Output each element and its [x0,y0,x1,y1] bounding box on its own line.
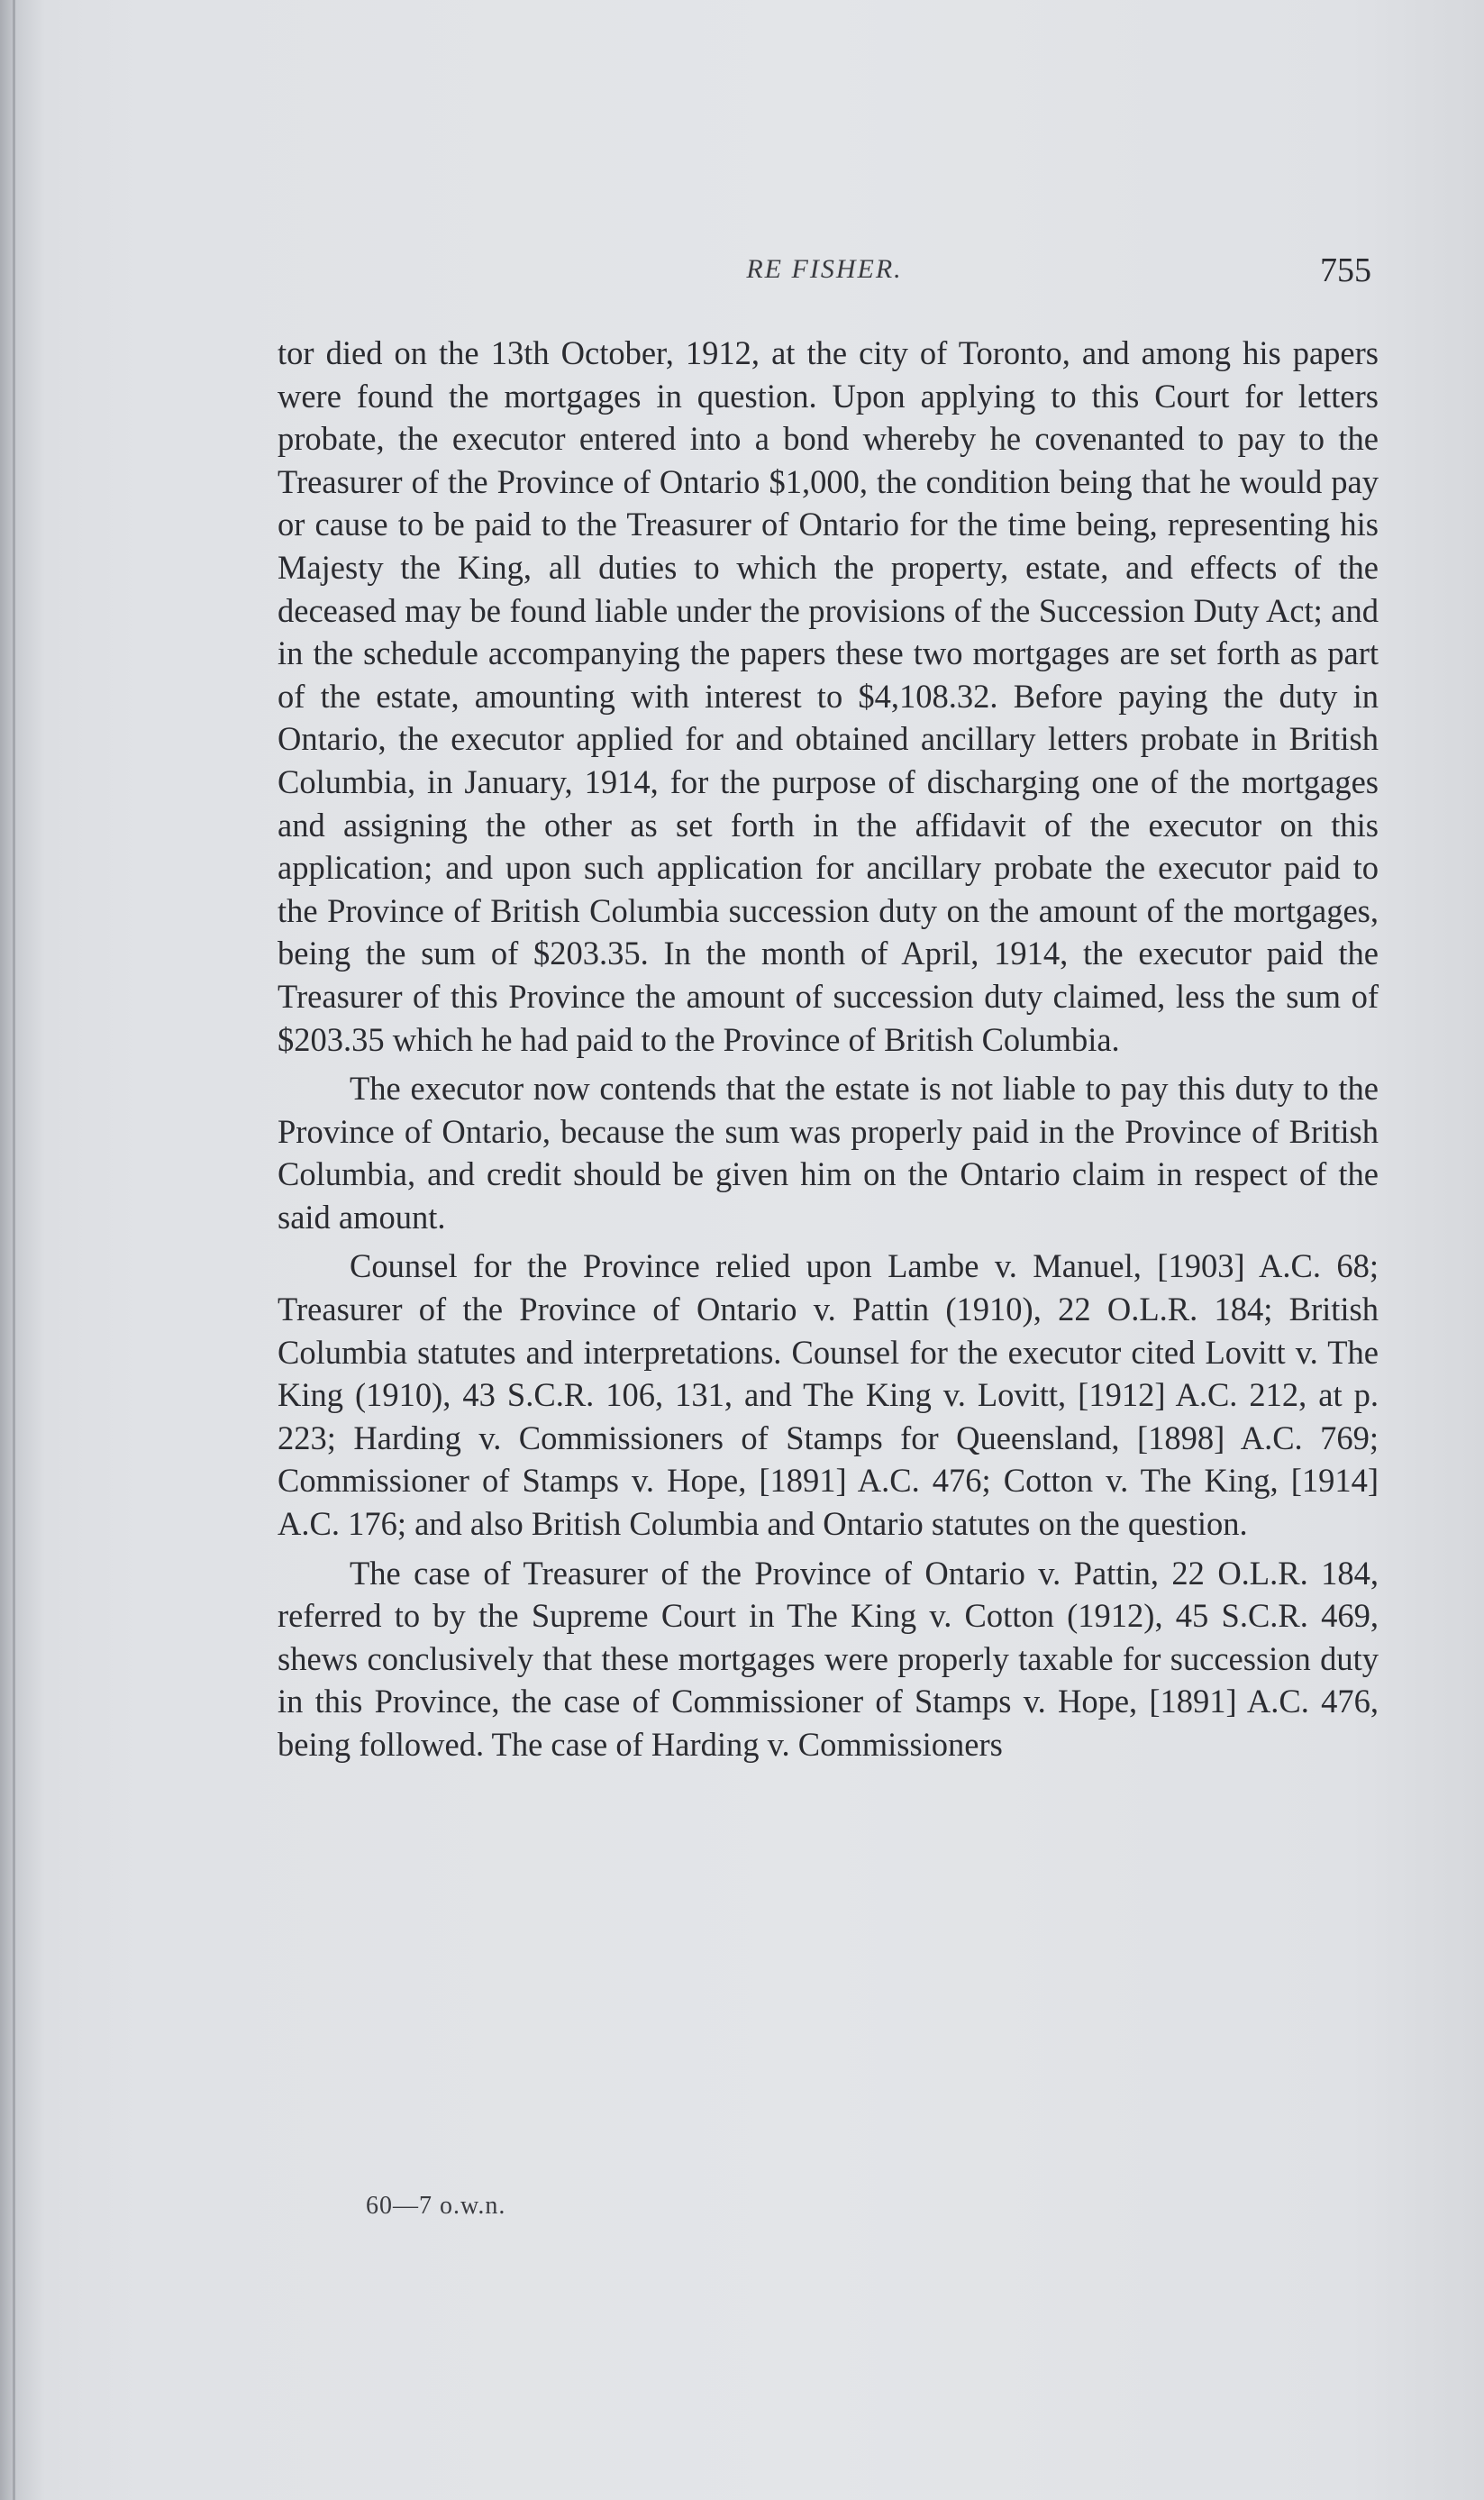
page-gutter-shadow [13,0,15,2500]
running-title: RE FISHER. [746,254,903,284]
page-header [278,251,1371,296]
body-text [278,332,1379,1773]
paragraph-1: tor died on the 13th October, 1912, at the city of Toronto, and among his papers were found the mortgages in question. Upon applying to this Court for letters probate, the executor entered into a bond whereby he covenanted to pay to the Treasurer of the Province of Ontario $1,000, the condition being that he would pay or cause to be paid to the Treasurer of Ontario for the time being, representing his Majesty the King, all duties to which the property, estate, and effects of the deceased may be found liable under the provisions of the Succession Duty Act; and in the schedule accompanying the papers these two mortgages are set forth as part of the estate, amounting with interest to $4,108.32. Before paying the duty in Ontario, the executor applied for and obtained ancillary letters probate in British Columbia, in January, 1914, for the purpose of discharging one of the mortgages and assigning the other as set forth in the affidavit of the executor on this application; and upon such application for ancillary probate the executor paid to the Province of British Columbia succession duty on the amount of the mortgages, being the sum of $203.35. In the month of April, 1914, the executor paid the Treasurer of this Province the amount of succession duty claimed, less the sum of $203.35 which he had paid to the Province of British Columbia. [278,334,1379,1058]
page-number: 755 [1320,251,1371,289]
paragraph-3: Counsel for the Province relied upon Lambe v. Manuel, [1903] A.C. 68; Treasurer of the Province of Ontario v. Pattin (1910), 22 O.L.R. 184; British Columbia statutes and interpretations. Counsel for the executor cited Lovitt v. The King (1910), 43 S.C.R. 106, 131, and The King v. Lovitt, [1912] A.C. 212, at p. 223; Harding v. Commissioners of Stamps for Queensland, [1898] A.C. 769; Commissioner of Stamps v. Hope, [1891] A.C. 476; Cotton v. The King, [1914] A.C. 176; and also British Columbia and Ontario statutes on the question. [278,1247,1379,1543]
printer-signature-mark: 60—7 o.w.n. [366,2192,506,2220]
paragraph-2: The executor now contends that the estate is not liable to pay this duty to the Province of Ontario, because the sum was properly paid in the Province of British Columbia, and credit should be given him on the Ontario claim in respect of the said amount. [278,1070,1379,1236]
paragraph-4: The case of Treasurer of the Province of Ontario v. Pattin, 22 O.L.R. 184, referred to by the Supreme Court in The King v. Cotton (1912), 45 S.C.R. 469, shews conclusively that these mortgages were properly taxable for succession duty in this Province, the case of Commissioner of Stamps v. Hope, [1891] A.C. 476, being followed. The case of Harding v. Commissioners [278,1554,1379,1763]
